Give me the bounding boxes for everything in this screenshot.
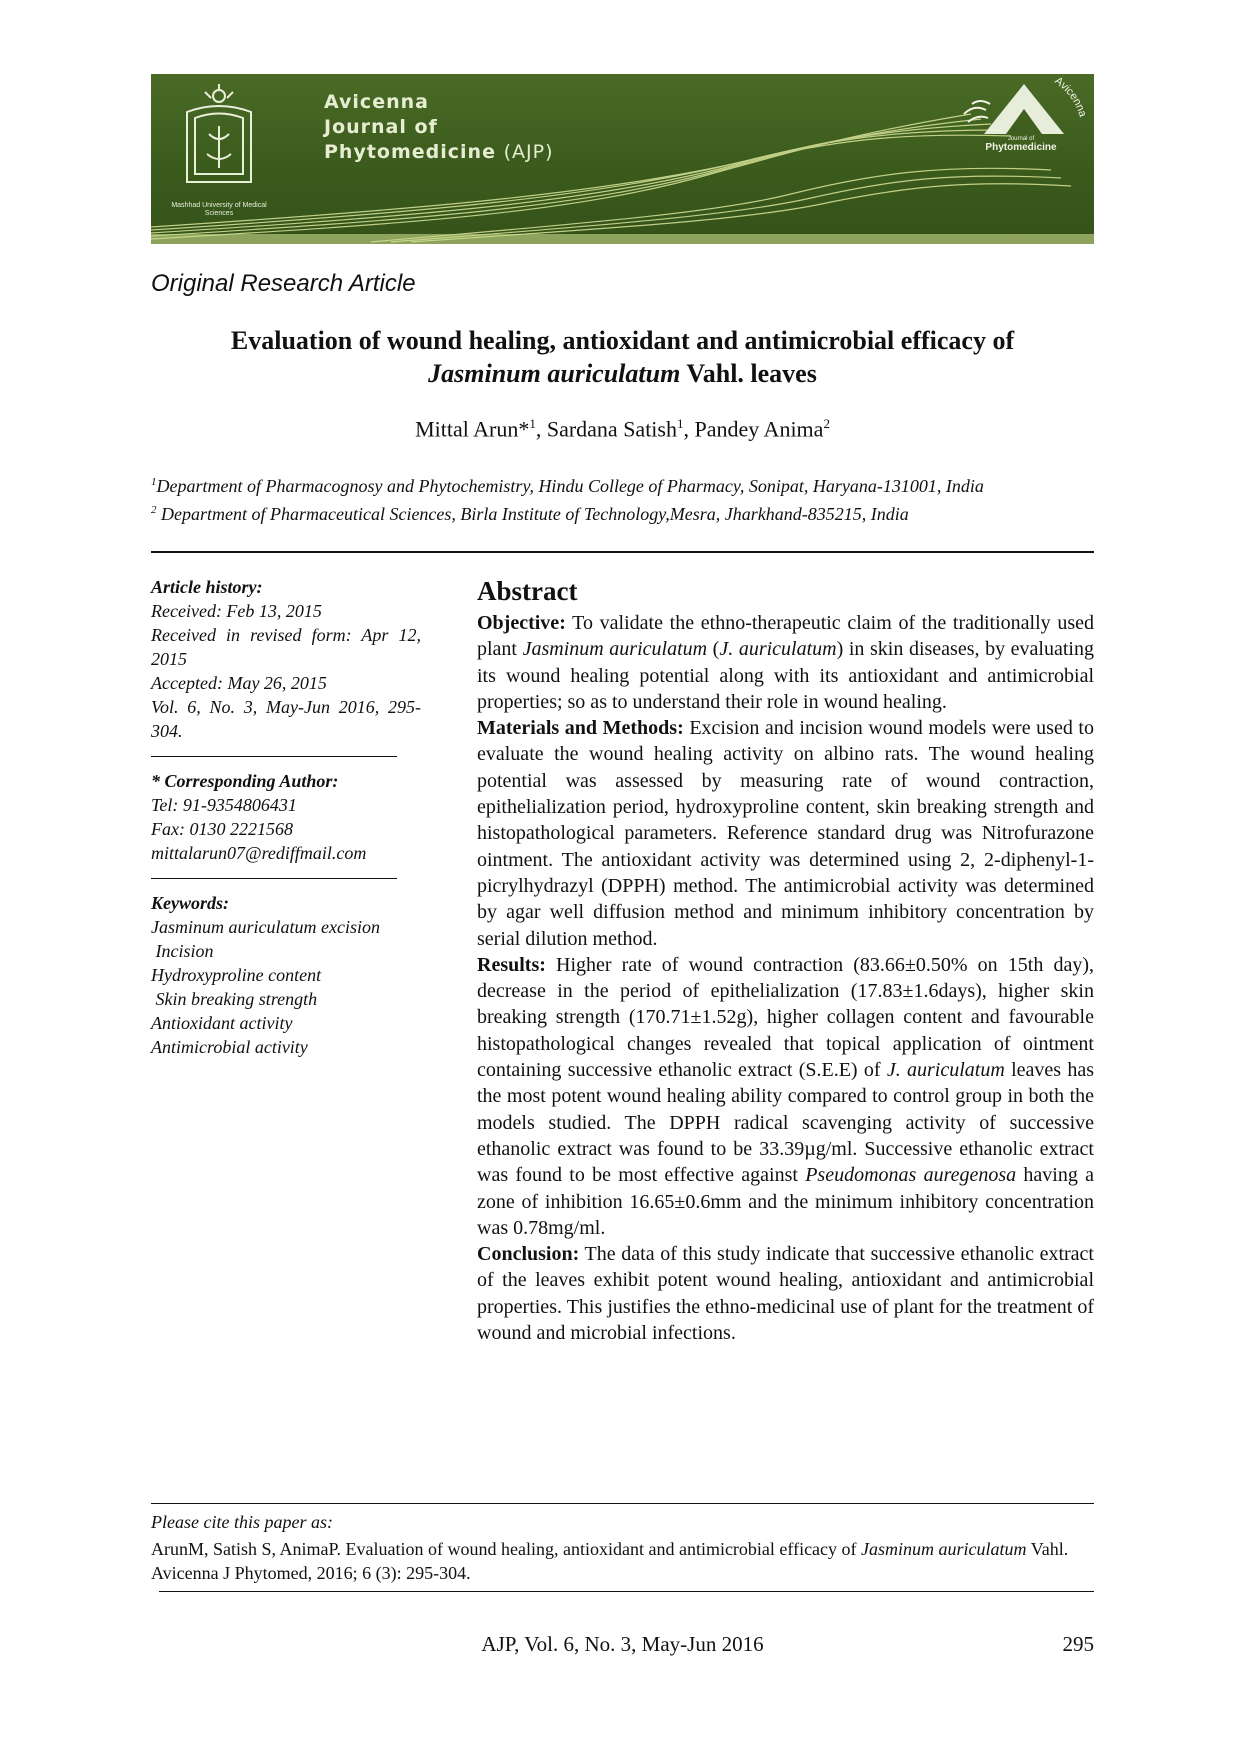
citation-heading: Please cite this paper as:: [151, 1512, 333, 1532]
author-affiliation-mark: 1: [529, 416, 536, 431]
article-history-heading: Article history:: [151, 577, 263, 597]
abstract-heading: Abstract: [477, 576, 578, 606]
affiliation-mark: 1: [151, 476, 157, 488]
title-line1: Evaluation of wound healing, antioxidant and antimicrobial efficacy of: [230, 326, 1015, 355]
citation-part: Vahl. Avicenna J Phytomed, 2016; 6 (3): 295-304.: [151, 1539, 1069, 1583]
journal-name-line2: Journal of: [324, 116, 438, 138]
results-text: Higher rate of wound contraction (83.66±0.50% on 15th day), decrease in the period of epithelialization (17.83±1.6days), higher skin breaking strength (170.71±1.52g), higher collagen content and favourable histopathological changes revealed that topical application of ointment containing successive ethanolic extract (S.E.E) of: [477, 953, 1094, 1082]
corresponding-email[interactable]: mittalarun07@rediffmail.com: [151, 843, 367, 863]
citation-part: ArunM, Satish S, AnimaP. Evaluation of wound healing, antioxidant and antimicrobial efficacy of: [151, 1539, 862, 1559]
title-species: Jasminum auriculatum: [428, 359, 681, 388]
abstract-results: [477, 952, 1094, 1241]
journal-name: [324, 90, 553, 165]
paper-title: [151, 324, 1094, 390]
journal-banner: [151, 74, 1094, 244]
citation-text: [151, 1537, 1094, 1585]
received-date: Received: Feb 13, 2015: [151, 601, 322, 621]
corresponding-heading: * Corresponding Author:: [151, 771, 339, 791]
author-name: Mittal Arun*: [415, 416, 530, 442]
keywords: [151, 891, 421, 1059]
keyword-item: Antioxidant activity: [151, 1013, 293, 1033]
author-name: Sardana Satish: [546, 416, 677, 442]
logo-label-small: Journal of: [1007, 136, 1035, 142]
species-name: Jasminum auriculatum: [522, 638, 708, 661]
revised-date: Received in revised form: Apr 12, 2015: [151, 625, 421, 669]
affiliations: [151, 470, 1094, 526]
author-separator: ,: [683, 416, 695, 442]
journal-name-line3: Phytomedicine: [324, 141, 496, 163]
affiliation-2: [151, 498, 1094, 526]
author-list: [151, 416, 1094, 442]
history-divider: [151, 756, 397, 757]
corresponding-fax: Fax: 0130 2221568: [151, 819, 293, 839]
university-seal: [169, 82, 269, 232]
affiliation-text: Department of Pharmaceutical Sciences, Birla Institute of Technology,Mesra, Jharkhand-835215, India: [156, 504, 909, 524]
seal-emblem-icon: [169, 82, 269, 202]
journal-abbreviation: (AJP): [503, 141, 554, 163]
corresponding-tel: Tel: 91-9354806431: [151, 795, 297, 815]
footer-journal-ref: AJP, Vol. 6, No. 3, May-Jun 2016: [481, 1632, 764, 1656]
title-line2-rest: Vahl. leaves: [680, 359, 817, 388]
objective-text: ) in skin diseases, by evaluating its wound healing potential along with its antioxidant and antimicrobial properties; so as to understand their role in wound healing.: [477, 638, 1094, 713]
affiliation-1: [151, 470, 1094, 498]
author-separator: ,: [535, 416, 547, 442]
citation-top-divider: [151, 1503, 1094, 1504]
affiliation-text: Department of Pharmacognosy and Phytochemistry, Hindu College of Pharmacy, Sonipat, Haryana-131001, India: [156, 476, 984, 496]
objective-text: To validate the ethno-therapeutic claim of the traditionally used plant: [477, 612, 1094, 661]
methods-text: Excision and incision wound models were used to evaluate the wound healing activity on albino rats. The wound healing potential was assessed by measuring rate of wound contraction, epithelialization period, hydroxyproline content, skin breaking strength and histopathological parameters. Reference standard drug was Nitrofurazone ointment. The antioxidant activity was determined using 2, 2-diphenyl-1-picrylhydrazyl (DPPH) method. The antimicrobial activity was determined by agar well diffusion method and minimum inhibitory concentration by serial dilution method.: [477, 717, 1094, 950]
volume-info: Vol. 6, No. 3, May-Jun 2016, 295-304.: [151, 697, 421, 741]
abstract: [477, 575, 1094, 1346]
objective-text: (: [707, 638, 720, 661]
conclusion-label: Conclusion:: [477, 1243, 580, 1266]
journal-logo: [944, 74, 1094, 244]
species-abbrev: J. auriculatum: [886, 1059, 1005, 1082]
keyword-item: Skin breaking strength: [151, 989, 318, 1009]
author-affiliation-mark: 2: [823, 416, 830, 431]
keyword-item: Jasminum auriculatum excision: [151, 917, 380, 937]
author-affiliation-mark: 1: [677, 416, 684, 431]
keyword-item: Incision: [151, 941, 214, 961]
journal-logo-mark-icon: [944, 74, 1094, 244]
corresponding-divider: [151, 878, 397, 879]
conclusion-text: The data of this study indicate that successive ethanolic extract of the leaves exhibit potent wound healing, antioxidant and antimicrobial properties. This justifies the ethno-medicinal use of plant for the treatment of wound and microbial infections.: [477, 1243, 1094, 1345]
results-label: Results:: [477, 953, 546, 976]
seal-label: Mashhad University of Medical Sciences: [171, 202, 267, 217]
results-text: leaves has the most potent wound healing ability compared to control group in both the models studied. The DPPH radical scavenging activity of successive ethanolic extract was found to be 33.39µg/ml. Successive ethanolic extract was found to be most effective against: [477, 1059, 1094, 1187]
citation-species: Jasminum auriculatum: [861, 1539, 1027, 1559]
keywords-heading: Keywords:: [151, 893, 229, 913]
article-type: Original Research Article: [151, 270, 416, 297]
article-info-column: [151, 575, 421, 1059]
abstract-conclusion: [477, 1241, 1094, 1346]
logo-arc-text: Avicenna: [1052, 74, 1089, 119]
objective-label: Objective:: [477, 612, 566, 634]
citation-bottom-divider: [159, 1591, 1094, 1592]
keyword-item: Hydroxyproline content: [151, 965, 322, 985]
results-text: having a zone of inhibition 16.65±0.6mm and the minimum inhibitory concentration was 0.78mg/ml.: [477, 1164, 1095, 1239]
keyword-item: Antimicrobial activity: [151, 1037, 308, 1057]
logo-label: [966, 136, 1076, 153]
abstract-methods: [477, 715, 1094, 952]
abstract-objective: [477, 610, 1094, 715]
methods-label: Materials and Methods:: [477, 717, 684, 740]
journal-name-line1: Avicenna: [324, 91, 429, 113]
author-name: Pandey Anima: [694, 416, 824, 442]
species-abbrev: J. auriculatum: [719, 638, 837, 661]
bacteria-name: Pseudomonas auregenosa: [805, 1164, 1017, 1187]
logo-label-big: Phytomedicine: [985, 142, 1057, 153]
header-divider: [151, 551, 1094, 553]
corresponding-author: [151, 769, 421, 865]
affiliation-mark: 2: [151, 504, 157, 516]
page-number: 295: [1062, 1632, 1094, 1656]
accepted-date: Accepted: May 26, 2015: [151, 673, 327, 693]
article-history: [151, 575, 421, 743]
